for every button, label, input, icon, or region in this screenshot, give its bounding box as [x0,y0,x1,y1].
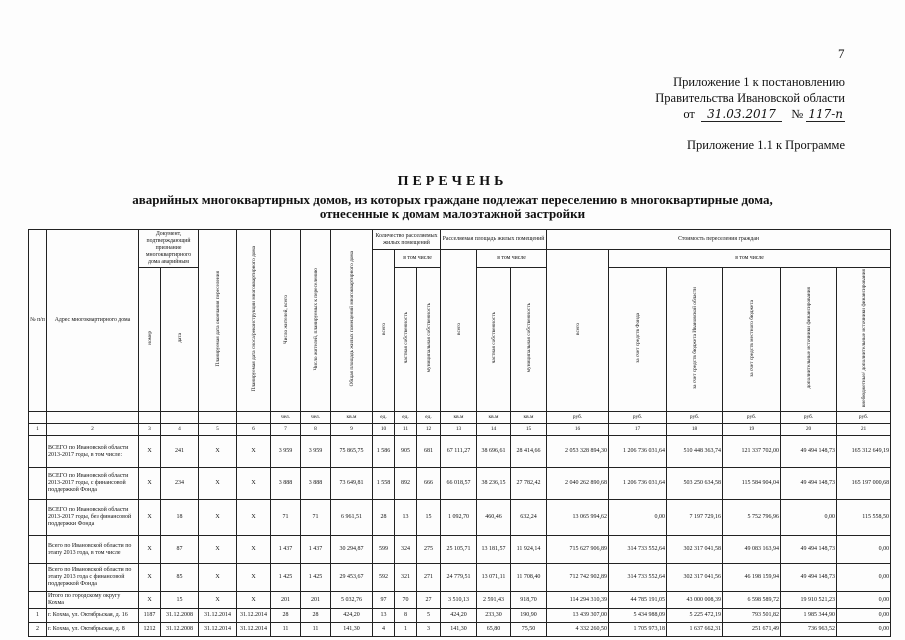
column-number-cell: 10 [373,424,395,436]
th-area: Расселяемая площадь жилых помещений [441,230,547,250]
cell-c14: 38 696,61 [477,436,511,468]
cell-c18: 510 448 363,74 [667,436,723,468]
cell-c7: 1 425 [271,564,301,592]
cell-c15: 11 924,14 [511,536,547,564]
units-row [29,412,891,424]
cell-c17: 1 705 973,18 [609,623,667,637]
table-row [29,436,891,468]
cell-address: Итого по городскому округу Кохма [47,592,139,609]
th-cost-fund: за счет средств Фонда [609,268,667,412]
cell-c5: Х [199,564,237,592]
cell-c10: 4 [373,623,395,637]
th-cost-all: всего [547,250,609,412]
column-number-cell: 7 [271,424,301,436]
cell-c8: 3 888 [301,468,331,500]
cell-address: г. Кохма, ул. Октябрьская, д. 8 [47,623,139,637]
th-total-area: Общая площадь жилых помещений многоквартирного дома [331,230,373,412]
cell-c3: Х [139,436,161,468]
cell-address: Всего по Ивановской области по этапу 2013 года, в том числе [47,536,139,564]
cell-c5: Х [199,592,237,609]
cell-c18: 503 250 634,58 [667,468,723,500]
cell-c6: Х [237,436,271,468]
cell-c6: Х [237,592,271,609]
cell-c9: 5 032,76 [331,592,373,609]
cell-c8: 201 [301,592,331,609]
table-row [29,468,891,500]
cell-c20: 49 494 148,73 [781,468,837,500]
cell-c20: 0,00 [781,500,837,536]
cell-c11: 1 [395,623,417,637]
cell-c20: 49 494 148,73 [781,536,837,564]
cell-c21: 165 197 000,68 [837,468,891,500]
unit-cell: чел. [271,412,301,424]
cell-c18: 5 225 472,19 [667,609,723,623]
cell-c15: 75,50 [511,623,547,637]
cell-c6: Х [237,536,271,564]
doc-title: ПЕРЕЧЕНЬ [397,174,508,189]
cell-c16: 114 294 310,39 [547,592,609,609]
cell-c10: 13 [373,609,395,623]
cell-c9: 424,20 [331,609,373,623]
cell-c12: 5 [417,609,441,623]
cell-c9: 141,30 [331,623,373,637]
cell-c7: 28 [271,609,301,623]
th-qty: Количество расселяемых жилых помещений [373,230,441,250]
cell-c4: 31.12.2008 [161,609,199,623]
th-doc-num: номер [139,268,161,412]
unit-cell: руб. [781,412,837,424]
header-line-2: Правительства Ивановской области [655,91,845,105]
column-number-cell: 9 [331,424,373,436]
cell-address: ВСЕГО по Ивановской области 2013-2017 годы, в том числе: [47,436,139,468]
cell-c18: 43 000 008,39 [667,592,723,609]
cell-c16: 13 065 994,62 [547,500,609,536]
cell-c15: 918,70 [511,592,547,609]
cell-c9: 75 865,75 [331,436,373,468]
column-number-cell: 2 [47,424,139,436]
cell-c3: Х [139,500,161,536]
th-residents: Число жителей, всего [271,230,301,412]
header-line-1: Приложение 1 к постановлению [673,75,845,89]
cell-c20: 736 963,52 [781,623,837,637]
cell-c18: 7 197 729,16 [667,500,723,536]
header-appendix: Приложение 1.1 к Программе [687,138,845,152]
column-number-cell: 13 [441,424,477,436]
cell-c4: 15 [161,592,199,609]
cell-c17: 1 206 736 031,64 [609,468,667,500]
cell-c6: Х [237,564,271,592]
th-qty-all: всего [373,250,395,412]
cell-c13: 67 111,27 [441,436,477,468]
cell-c3: 1187 [139,609,161,623]
unit-cell: чел. [301,412,331,424]
cell-c5: 31.12.2014 [199,623,237,637]
cell-c21: 0,00 [837,592,891,609]
table-body [29,436,891,637]
column-number-cell: 1 [29,424,47,436]
table-row [29,609,891,623]
cell-c19: 49 083 163,94 [723,536,781,564]
column-number-cell: 21 [837,424,891,436]
cell-c4: 234 [161,468,199,500]
cell-c16: 13 439 307,00 [547,609,609,623]
cell-c15: 27 782,42 [511,468,547,500]
column-number-cell: 4 [161,424,199,436]
cell-c19: 251 671,49 [723,623,781,637]
cell-c12: 3 [417,623,441,637]
cell-c17: 314 733 552,64 [609,564,667,592]
cell-c13: 24 779,51 [441,564,477,592]
cell-c13: 3 510,13 [441,592,477,609]
cell-c6: Х [237,468,271,500]
cell-address: ВСЕГО по Ивановской области 2013-2017 годы, с финансовой поддержкой Фонда [47,468,139,500]
cell-c12: 27 [417,592,441,609]
cell-c7: 3 888 [271,468,301,500]
unit-cell: ед. [395,412,417,424]
column-number-cell: 14 [477,424,511,436]
cell-c7: 3 959 [271,436,301,468]
th-cost-incl: в том числе [609,250,891,268]
cell-c12: 666 [417,468,441,500]
header-date: 31.03.2017 [701,107,782,122]
column-number-cell: 6 [237,424,271,436]
cell-n [29,564,47,592]
column-numbers-row [29,424,891,436]
cell-c19: 115 584 904,04 [723,468,781,500]
column-number-cell: 15 [511,424,547,436]
cell-c11: 905 [395,436,417,468]
cell-c14: 460,46 [477,500,511,536]
column-number-cell: 19 [723,424,781,436]
cell-c10: 1 558 [373,468,395,500]
cell-c9: 29 453,67 [331,564,373,592]
cell-c3: Х [139,468,161,500]
th-n: № п/п [29,230,47,412]
cell-address: ВСЕГО по Ивановской области 2013-2017 годы, без финансовой поддержки Фонда [47,500,139,536]
cell-c19: 46 198 159,94 [723,564,781,592]
cell-c19: 6 598 589,72 [723,592,781,609]
table-row [29,536,891,564]
cell-c7: 201 [271,592,301,609]
th-cost-extra: дополнительные источники финансирования [781,268,837,412]
cell-c5: Х [199,436,237,468]
cell-c13: 66 018,57 [441,468,477,500]
cell-address: г. Кохма, ул. Октябрьская, д. 16 [47,609,139,623]
cell-c21: 115 558,50 [837,500,891,536]
column-number-cell: 12 [417,424,441,436]
page-number: 7 [838,46,845,61]
unit-cell: ед. [417,412,441,424]
header-date-line [683,107,845,122]
cell-c7: 11 [271,623,301,637]
cell-c13: 424,20 [441,609,477,623]
cell-c11: 13 [395,500,417,536]
cell-c18: 302 317 041,58 [667,536,723,564]
th-residents-plan: Число жителей, планируемых к переселению [301,230,331,412]
th-address: Адрес многоквартирного дома [47,230,139,412]
cell-c20: 49 494 148,73 [781,436,837,468]
th-area-municipal: муниципальная собственность [511,268,547,412]
cell-n: 2 [29,623,47,637]
th-area-incl: в том числе [477,250,547,268]
unit-cell: кв.м [441,412,477,424]
unit-cell [47,412,139,424]
cell-c10: 592 [373,564,395,592]
th-plan-demolish: Планируемая дата сноса/реконструкции многоквартирного дома [237,230,271,412]
cell-c15: 28 414,66 [511,436,547,468]
cell-c13: 141,30 [441,623,477,637]
cell-c14: 13 071,11 [477,564,511,592]
cell-c4: 18 [161,500,199,536]
cell-c10: 28 [373,500,395,536]
cell-c5: Х [199,500,237,536]
cell-c6: 31.12.2014 [237,609,271,623]
cell-c10: 599 [373,536,395,564]
column-number-cell: 20 [781,424,837,436]
cell-c17: 0,00 [609,500,667,536]
th-qty-incl: в том числе [395,250,441,268]
cell-c8: 1 437 [301,536,331,564]
unit-cell [199,412,237,424]
cell-c6: Х [237,500,271,536]
cell-c8: 1 425 [301,564,331,592]
cell-c9: 73 649,81 [331,468,373,500]
unit-cell [161,412,199,424]
cell-n [29,436,47,468]
unit-cell: руб. [667,412,723,424]
cell-address: Всего по Ивановской области по этапу 2013 года с финансовой поддержкой Фонда [47,564,139,592]
cell-c12: 681 [417,436,441,468]
cell-c7: 1 437 [271,536,301,564]
cell-c11: 8 [395,609,417,623]
houses-table [28,229,891,637]
cell-c20: 49 494 148,73 [781,564,837,592]
cell-c9: 30 294,87 [331,536,373,564]
cell-c19: 793 501,82 [723,609,781,623]
unit-cell [237,412,271,424]
cell-c5: 31.12.2014 [199,609,237,623]
th-doc: Документ, подтверждающий признание многоквартирного дома аварийным [139,230,199,268]
cell-c14: 65,80 [477,623,511,637]
cell-n [29,500,47,536]
doc-subtitle-2: отнесенные к домам малоэтажной застройки [319,206,586,221]
table-row [29,592,891,609]
th-doc-date: дата [161,268,199,412]
cell-c21: 0,00 [837,609,891,623]
cell-c20: 19 910 521,23 [781,592,837,609]
cell-c16: 4 332 260,50 [547,623,609,637]
cell-c13: 25 105,71 [441,536,477,564]
cell-c11: 70 [395,592,417,609]
cell-c19: 5 752 796,96 [723,500,781,536]
unit-cell: руб. [723,412,781,424]
cell-c18: 302 317 041,56 [667,564,723,592]
cell-n [29,592,47,609]
cell-c4: 241 [161,436,199,468]
cell-c8: 28 [301,609,331,623]
cell-c4: 87 [161,536,199,564]
cell-c13: 1 092,70 [441,500,477,536]
column-number-cell: 16 [547,424,609,436]
unit-cell: руб. [609,412,667,424]
cell-c3: Х [139,536,161,564]
cell-c15: 190,90 [511,609,547,623]
header-no-value: 117-п [808,107,843,121]
cell-c21: 0,00 [837,536,891,564]
cell-c21: 0,00 [837,623,891,637]
cell-c15: 11 708,40 [511,564,547,592]
cell-c8: 11 [301,623,331,637]
cell-c12: 271 [417,564,441,592]
th-area-all: всего [441,250,477,412]
column-number-cell: 11 [395,424,417,436]
cell-c19: 121 337 702,00 [723,436,781,468]
cell-c16: 2 053 328 894,30 [547,436,609,468]
cell-c11: 321 [395,564,417,592]
th-qty-municipal: муниципальная собственность [417,268,441,412]
cell-n [29,468,47,500]
header-no-label: № [791,107,804,121]
cell-c6: 31.12.2014 [237,623,271,637]
cell-c9: 6 961,51 [331,500,373,536]
table-row [29,623,891,637]
cell-c10: 97 [373,592,395,609]
cell-c21: 0,00 [837,564,891,592]
cell-c10: 1 586 [373,436,395,468]
cell-c14: 2 591,43 [477,592,511,609]
cell-c15: 632,24 [511,500,547,536]
unit-cell [139,412,161,424]
cell-c18: 1 637 662,31 [667,623,723,637]
column-number-cell: 8 [301,424,331,436]
column-number-cell: 5 [199,424,237,436]
th-qty-private: частная собственность [395,268,417,412]
cell-c12: 275 [417,536,441,564]
cell-c20: 1 985 344,90 [781,609,837,623]
cell-c17: 44 785 191,05 [609,592,667,609]
unit-cell: кв.м [331,412,373,424]
cell-c14: 38 236,15 [477,468,511,500]
cell-c7: 71 [271,500,301,536]
th-cost-local: за счет средств местного бюджета [723,268,781,412]
th-cost-regional: за счет средств бюджета Ивановской области [667,268,723,412]
table-row [29,564,891,592]
unit-cell: руб. [547,412,609,424]
cell-n: 1 [29,609,47,623]
cell-c16: 715 627 906,89 [547,536,609,564]
cell-c3: Х [139,564,161,592]
cell-c8: 71 [301,500,331,536]
cell-c3: 1212 [139,623,161,637]
cell-n [29,536,47,564]
column-number-cell: 18 [667,424,723,436]
unit-cell [29,412,47,424]
th-plan-date: Планируемая дата окончания переселения [199,230,237,412]
th-cost: Стоимость переселения граждан [547,230,891,250]
cell-c14: 233,30 [477,609,511,623]
column-number-cell: 17 [609,424,667,436]
cell-c8: 3 959 [301,436,331,468]
th-cost-nonrefund: внебюджетные/ дополнительные источники финансирования [837,268,891,412]
cell-c4: 31.12.2008 [161,623,199,637]
unit-cell: кв.м [511,412,547,424]
th-area-private: частная собственность [477,268,511,412]
cell-c12: 15 [417,500,441,536]
column-number-cell: 3 [139,424,161,436]
cell-c11: 324 [395,536,417,564]
cell-c3: Х [139,592,161,609]
cell-c17: 1 206 736 031,64 [609,436,667,468]
cell-c21: 165 312 649,19 [837,436,891,468]
cell-c5: Х [199,536,237,564]
cell-c11: 892 [395,468,417,500]
unit-cell: ед. [373,412,395,424]
cell-c16: 2 040 262 890,68 [547,468,609,500]
cell-c17: 5 434 988,09 [609,609,667,623]
unit-cell: руб. [837,412,891,424]
cell-c17: 314 733 552,64 [609,536,667,564]
unit-cell: кв.м [477,412,511,424]
cell-c4: 85 [161,564,199,592]
cell-c14: 13 181,57 [477,536,511,564]
header-ot: от [683,107,695,121]
doc-subtitle-1: аварийных многоквартирных домов, из которых граждане подлежат переселению в многоквартирные дома, [132,192,773,207]
cell-c5: Х [199,468,237,500]
table-row [29,500,891,536]
cell-c16: 712 742 902,89 [547,564,609,592]
